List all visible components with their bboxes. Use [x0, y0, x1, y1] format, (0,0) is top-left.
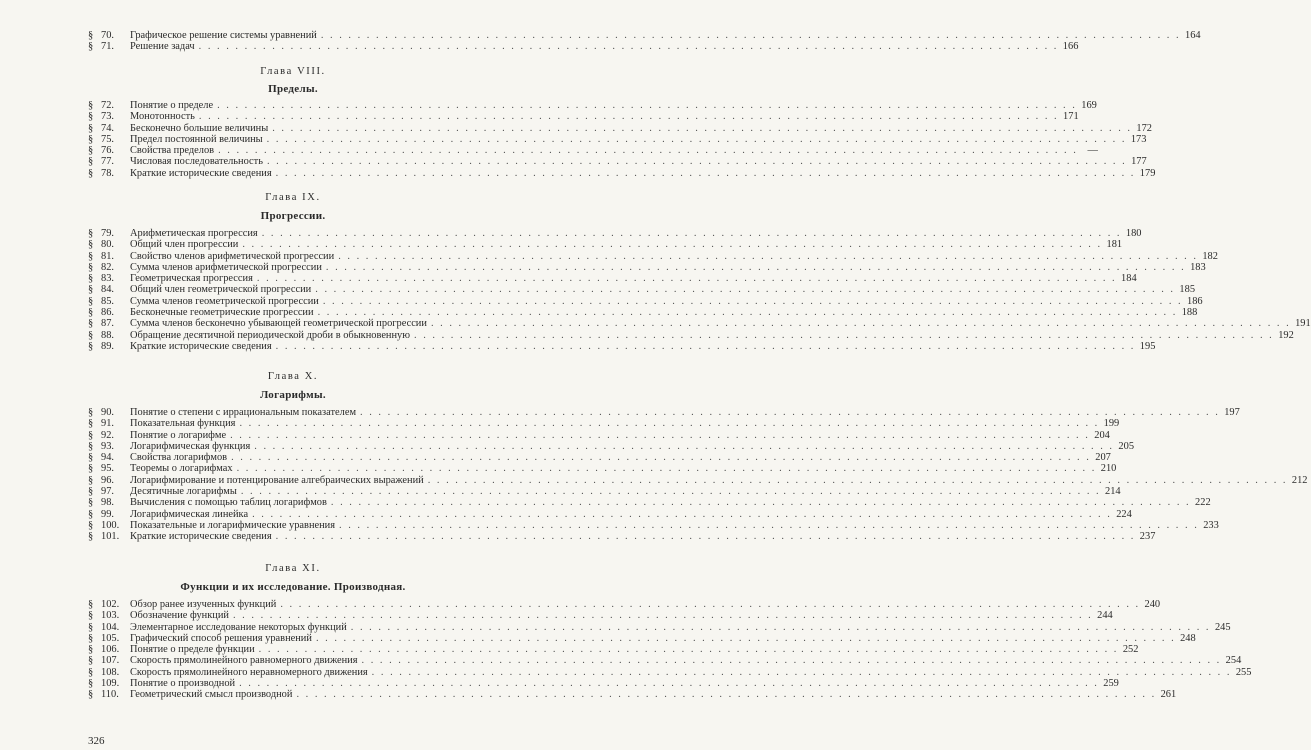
page-ref: 182: [1202, 250, 1218, 262]
section-title: Числовая последовательность: [130, 156, 263, 168]
page-ref: 171: [1063, 111, 1079, 123]
page-number: 326: [88, 735, 105, 747]
section-sign: §: [88, 497, 94, 509]
dot-leader: [276, 341, 1136, 352]
section-title: Обращение десятичной периодической дроби в обыкновенную: [130, 329, 411, 341]
toc-block-chapter-11: [88, 599, 1252, 701]
toc-entry: [88, 632, 1196, 644]
toc-entry: [88, 508, 1132, 520]
toc-block-top: [88, 30, 1201, 53]
section-sign: §: [88, 452, 94, 464]
dot-leader: [351, 622, 1211, 633]
page-ref: 195: [1139, 340, 1156, 352]
toc-entry: [88, 261, 1206, 273]
page-ref: 261: [1160, 689, 1177, 701]
section-number: 96.: [101, 474, 114, 486]
section-title: Понятие о производной: [130, 678, 236, 690]
section-number: 74.: [101, 122, 114, 134]
toc-entry: [88, 644, 1139, 656]
chapter-label-10: Глава X.: [267, 371, 319, 382]
dot-leader: [237, 463, 1097, 474]
page-ref: 191: [1295, 318, 1311, 330]
section-sign: §: [88, 307, 94, 319]
page-ref: 255: [1235, 666, 1252, 678]
dot-leader: [428, 475, 1288, 486]
toc-entry: [88, 497, 1211, 509]
page-ref: 184: [1121, 273, 1137, 285]
page-ref: 240: [1144, 599, 1161, 610]
section-sign: §: [88, 167, 94, 179]
section-title: Десятичные логарифмы: [130, 486, 237, 498]
section-sign: §: [88, 111, 94, 123]
section-sign: §: [88, 340, 94, 352]
chapter-label-11: Глава XI.: [265, 563, 321, 574]
dot-leader: [323, 296, 1183, 307]
section-title: Логарифмическая функция: [130, 440, 251, 452]
page-ref: 204: [1094, 429, 1110, 441]
page-ref: 210: [1100, 463, 1117, 475]
section-title: Понятие о пределе функции: [130, 644, 255, 656]
section-sign: §: [88, 318, 94, 330]
section-title: Понятие о логарифме: [130, 429, 227, 441]
page-ref: 222: [1195, 497, 1211, 509]
toc-entry: [88, 655, 1242, 667]
page-ref: 205: [1118, 440, 1135, 452]
section-number: 82.: [101, 261, 114, 273]
chapter-label-8: Глава VIII.: [260, 66, 326, 77]
dot-leader: [199, 41, 1059, 52]
page-ref: 172: [1136, 122, 1152, 134]
toc-entry: [88, 531, 1156, 543]
section-number: 106.: [101, 644, 120, 656]
toc-entry: [88, 30, 1201, 41]
section-number: 76.: [101, 145, 114, 157]
dot-leader: [252, 509, 1112, 520]
page-ref: 188: [1181, 307, 1198, 319]
section-title: Графическое решение системы уравнений: [130, 30, 317, 41]
section-title: Монотонность: [130, 111, 195, 123]
toc-block-chapter-9: [88, 228, 1311, 352]
section-title: Решение задач: [130, 41, 195, 53]
toc-entry: [88, 340, 1156, 352]
toc-entry: [88, 100, 1097, 111]
section-title: Скорость прямолинейного неравномерного движения: [130, 666, 368, 678]
dot-leader: [372, 667, 1232, 678]
toc-entry: [88, 429, 1110, 441]
section-number: 98.: [101, 497, 114, 509]
page-ref: 254: [1225, 655, 1242, 667]
section-number: 77.: [101, 156, 114, 168]
section-number: 104.: [101, 621, 120, 633]
section-number: 80.: [101, 239, 114, 251]
toc-entry: [88, 621, 1231, 633]
section-number: 109.: [101, 678, 120, 690]
toc-entry: [88, 133, 1147, 145]
section-title: Бесконечные геометрические прогрессии: [130, 307, 314, 319]
section-number: 90.: [101, 407, 114, 418]
toc-entry: [88, 239, 1123, 251]
toc-entry: [88, 41, 1079, 53]
dot-leader: [233, 610, 1093, 621]
page-ref: 179: [1139, 167, 1156, 179]
page-ref: 245: [1214, 621, 1231, 633]
toc-entry: [88, 307, 1198, 319]
section-title: Краткие исторические сведения: [130, 167, 272, 179]
toc-entry: [88, 329, 1294, 341]
page-ref: 173: [1130, 133, 1147, 145]
section-number: 87.: [101, 318, 114, 330]
section-number: 84.: [101, 284, 114, 296]
section-title: Сумма членов геометрической прогрессии: [130, 295, 319, 307]
dot-leader: [241, 486, 1101, 497]
section-sign: §: [88, 644, 94, 656]
dot-leader: [339, 520, 1199, 531]
dot-leader: [316, 633, 1176, 644]
dot-leader: [267, 134, 1127, 145]
dot-leader: [239, 418, 1099, 429]
section-title: Логарифмирование и потенцирование алгебраических выражений: [130, 474, 424, 486]
section-title: Графический способ решения уравнений: [130, 632, 312, 644]
page-ref: 166: [1062, 41, 1079, 53]
section-number: 83.: [101, 273, 114, 285]
dot-leader: [326, 262, 1186, 273]
section-sign: §: [88, 41, 94, 53]
dot-leader: [239, 678, 1099, 689]
section-sign: §: [88, 133, 94, 145]
dot-leader: [331, 497, 1191, 508]
toc-block-chapter-10: [88, 407, 1308, 543]
section-number: 101.: [101, 531, 120, 543]
page-ref: 164: [1185, 30, 1201, 41]
page-ref: 169: [1081, 100, 1097, 111]
toc-entry: [88, 111, 1079, 123]
dot-leader: [272, 123, 1132, 134]
section-title: Теоремы о логарифмах: [130, 463, 233, 475]
section-title: Вычисления с помощью таблиц логарифмов: [130, 497, 327, 509]
section-number: 107.: [101, 655, 120, 667]
section-number: 93.: [101, 440, 114, 452]
section-number: 99.: [101, 508, 114, 520]
page-ref: 233: [1203, 519, 1219, 531]
section-sign: §: [88, 486, 94, 498]
toc-entry: [88, 486, 1121, 498]
toc-entry: [88, 666, 1252, 678]
toc-entry: [88, 452, 1111, 464]
chapter-label-9: Глава IX.: [265, 192, 321, 203]
section-sign: §: [88, 239, 94, 251]
section-sign: §: [88, 655, 94, 667]
toc-entry: [88, 273, 1137, 285]
dot-leader: [262, 228, 1122, 239]
section-title: Сумма членов арифметической прогрессии: [130, 261, 322, 273]
section-number: 110.: [101, 689, 119, 701]
section-sign: §: [88, 610, 94, 622]
dot-leader: [321, 30, 1181, 41]
section-sign: §: [88, 156, 94, 168]
section-title: Обзор ранее изученных функций: [130, 599, 277, 610]
toc-block-chapter-8: [88, 100, 1156, 179]
section-number: 89.: [101, 340, 114, 352]
toc-entry: [88, 167, 1156, 179]
page-ref: 212: [1291, 474, 1308, 486]
chapter-title-11: Функции и их исследование. Производная.: [180, 581, 406, 593]
section-title: Показательная функция: [130, 418, 236, 430]
chapter-title-8: Пределы.: [268, 83, 318, 95]
section-sign: §: [88, 122, 94, 134]
section-sign: §: [88, 329, 94, 341]
toc-entry: [88, 250, 1218, 262]
toc-entry: [88, 318, 1311, 330]
dot-leader: [315, 284, 1175, 295]
section-sign: §: [88, 531, 94, 543]
section-sign: §: [88, 666, 94, 678]
page-ref: 185: [1179, 284, 1196, 296]
section-sign: §: [88, 261, 94, 273]
section-title: Предел постоянной величины: [130, 133, 263, 145]
chapter-title-9: Прогрессии.: [260, 210, 326, 222]
section-number: 97.: [101, 486, 114, 498]
section-number: 79.: [101, 228, 114, 239]
section-sign: §: [88, 463, 94, 475]
section-number: 100.: [101, 519, 120, 531]
section-sign: §: [88, 407, 94, 418]
dot-leader: [280, 599, 1140, 610]
dot-leader: [296, 689, 1156, 700]
section-sign: §: [88, 273, 94, 285]
dot-leader: [254, 441, 1114, 452]
page-ref: 248: [1180, 632, 1196, 644]
section-number: 85.: [101, 295, 114, 307]
section-title: Общий член прогрессии: [130, 239, 239, 251]
section-number: 70.: [101, 30, 114, 41]
section-sign: §: [88, 689, 94, 701]
page-ref: 183: [1190, 261, 1206, 273]
section-number: 72.: [101, 100, 114, 111]
page-ref: 259: [1103, 678, 1119, 690]
page-ref: 177: [1131, 156, 1147, 168]
section-number: 108.: [101, 666, 120, 678]
section-title: Понятие о пределе: [130, 100, 214, 111]
section-number: 95.: [101, 463, 114, 475]
toc-entry: [88, 295, 1203, 307]
dot-leader: [218, 145, 1078, 156]
page-ref: 214: [1105, 486, 1121, 498]
page-ref: 197: [1224, 407, 1240, 418]
dot-leader: [360, 407, 1220, 418]
dot-leader: [217, 100, 1077, 111]
page-ref: —: [1087, 145, 1098, 157]
page-ref: 244: [1097, 610, 1113, 622]
section-sign: §: [88, 100, 94, 111]
section-sign: §: [88, 429, 94, 441]
dot-leader: [267, 156, 1127, 167]
page-ref: 224: [1116, 508, 1132, 520]
section-sign: §: [88, 508, 94, 520]
section-number: 91.: [101, 418, 114, 430]
section-number: 71.: [101, 41, 114, 53]
section-sign: §: [88, 418, 94, 430]
chapter-title-10: Логарифмы.: [260, 389, 326, 401]
section-title: Скорость прямолинейного равномерного движения: [130, 655, 358, 667]
page-ref: 199: [1103, 418, 1120, 430]
dot-leader: [199, 111, 1059, 122]
section-number: 103.: [101, 610, 120, 622]
section-number: 105.: [101, 632, 120, 644]
section-title: Понятие о степени с иррациональным показателем: [130, 407, 357, 418]
page-ref: 192: [1278, 329, 1294, 341]
page-ref: 237: [1139, 531, 1156, 543]
section-number: 86.: [101, 307, 114, 319]
section-number: 92.: [101, 429, 114, 441]
dot-leader: [259, 644, 1119, 655]
section-sign: §: [88, 621, 94, 633]
section-title: Свойства логарифмов: [130, 452, 228, 464]
section-title: Краткие исторические сведения: [130, 340, 272, 352]
section-sign: §: [88, 519, 94, 531]
toc-entry: [88, 156, 1147, 168]
page-ref: 207: [1095, 452, 1111, 464]
section-sign: §: [88, 30, 94, 41]
dot-leader: [257, 273, 1117, 284]
dot-leader: [231, 452, 1091, 463]
dot-leader: [242, 239, 1102, 250]
section-number: 88.: [101, 329, 114, 341]
dot-leader: [414, 330, 1274, 341]
dot-leader: [338, 251, 1198, 262]
section-sign: §: [88, 250, 94, 262]
section-number: 75.: [101, 133, 114, 145]
toc-entry: [88, 418, 1120, 430]
section-number: 102.: [101, 599, 120, 610]
dot-leader: [318, 307, 1178, 318]
toc-entry: [88, 599, 1161, 610]
section-title: Обозначение функций: [130, 610, 229, 622]
section-title: Геометрический смысл производной: [130, 689, 293, 701]
section-number: 81.: [101, 250, 114, 262]
section-title: Краткие исторические сведения: [130, 531, 272, 543]
section-sign: §: [88, 678, 94, 690]
section-number: 78.: [101, 167, 114, 179]
dot-leader: [431, 318, 1291, 329]
section-title: Свойство членов арифметической прогрессии: [130, 250, 335, 262]
section-sign: §: [88, 599, 94, 610]
section-title: Сумма членов бесконечно убывающей геометрической прогрессии: [130, 318, 427, 330]
section-title: Геометрическая прогрессия: [130, 273, 253, 285]
section-number: 73.: [101, 111, 114, 123]
toc-entry: [88, 284, 1196, 296]
section-sign: §: [88, 440, 94, 452]
page-ref: 252: [1122, 644, 1139, 656]
toc-entry: [88, 610, 1113, 622]
section-sign: §: [88, 632, 94, 644]
dot-leader: [276, 531, 1136, 542]
toc-entry: [88, 678, 1119, 690]
section-sign: §: [88, 284, 94, 296]
section-sign: §: [88, 474, 94, 486]
toc-entry: [88, 440, 1135, 452]
section-title: Арифметическая прогрессия: [130, 228, 258, 239]
toc-entry: [88, 463, 1117, 475]
section-title: Бесконечно большие величины: [130, 122, 269, 134]
toc-entry: [88, 519, 1219, 531]
dot-leader: [230, 430, 1090, 441]
toc-entry: [88, 145, 1098, 157]
page-ref: 181: [1106, 239, 1123, 251]
toc-entry: [88, 474, 1308, 486]
toc-entry: [88, 407, 1240, 418]
section-sign: §: [88, 228, 94, 239]
dot-leader: [276, 168, 1136, 179]
toc-entry: [88, 122, 1152, 134]
section-title: Свойства пределов: [130, 145, 215, 157]
page-ref: 186: [1187, 295, 1203, 307]
section-number: 94.: [101, 452, 114, 464]
section-title: Показательные и логарифмические уравнения: [130, 519, 336, 531]
section-sign: §: [88, 145, 94, 157]
toc-entry: [88, 228, 1142, 239]
section-sign: §: [88, 295, 94, 307]
toc-entry: [88, 689, 1177, 701]
section-title: Общий член геометрической прогрессии: [130, 284, 312, 296]
section-title: Элементарное исследование некоторых функций: [130, 621, 347, 633]
dot-leader: [362, 655, 1222, 666]
page-ref: 180: [1125, 228, 1142, 239]
section-title: Логарифмическая линейка: [130, 508, 249, 520]
